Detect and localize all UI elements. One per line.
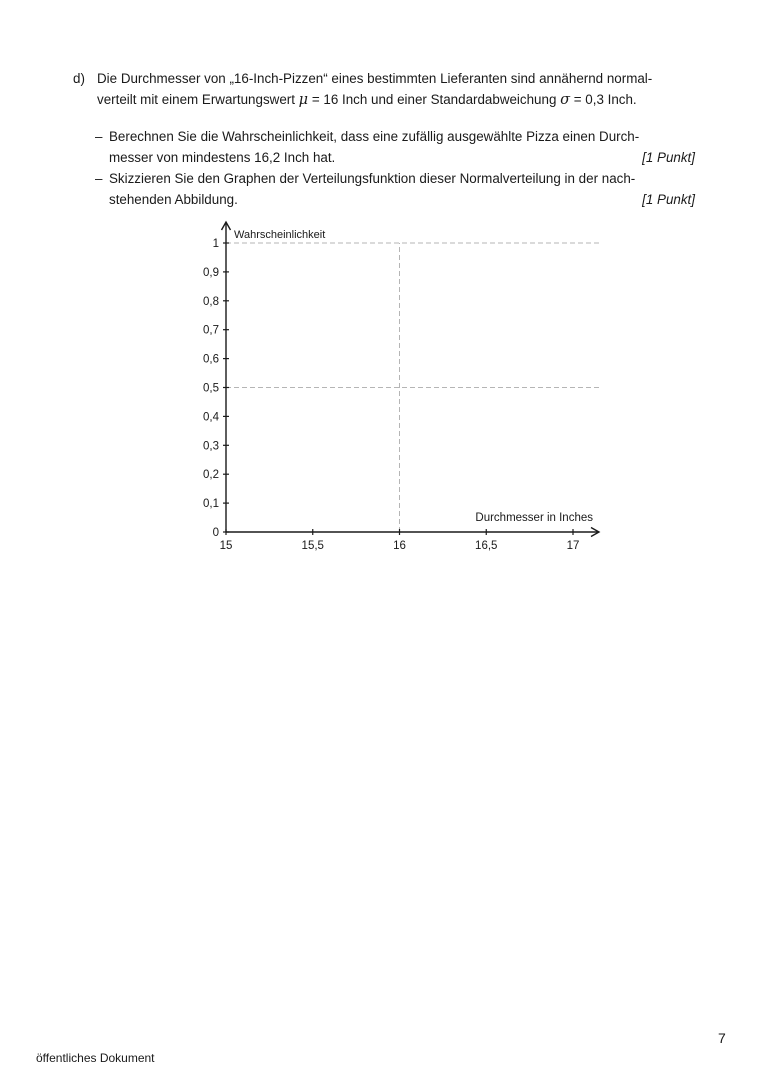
page-number: 7 <box>718 1030 726 1046</box>
subtask-sketch <box>95 168 695 210</box>
task-intro <box>97 68 695 111</box>
y-tick-label: 0,9 <box>203 266 219 279</box>
x-tick-label: 16 <box>393 540 406 552</box>
y-tick-label: 0 <box>212 527 219 539</box>
subtask-probability <box>95 126 695 168</box>
subtask-text-line-1: Skizzieren Sie den Graphen der Verteilungsfunktion dieser Normalverteilung in der nach- <box>109 171 636 186</box>
y-tick-label: 0,8 <box>203 295 219 308</box>
y-tick-label: 0,2 <box>203 469 219 482</box>
x-tick-label: 15,5 <box>301 540 324 552</box>
y-tick-label: 0,5 <box>203 382 219 395</box>
subtask-dash: – <box>95 129 103 144</box>
sigma-symbol: σ <box>560 92 571 108</box>
y-tick-label: 0,3 <box>203 440 219 453</box>
distribution-chart <box>190 214 610 564</box>
subtask-points: [1 Punkt] <box>642 150 695 165</box>
x-tick-label: 17 <box>566 540 580 552</box>
task-intro-line-2 <box>97 89 695 111</box>
task-intro-line-1: Die Durchmesser von „16-Inch-Pizzen“ eines bestimmten Lieferanten sind annähernd normal- <box>97 71 653 86</box>
footer-label: öffentliches Dokument <box>36 1051 155 1065</box>
intro-text-1: verteilt mit einem Erwartungswert <box>97 92 299 107</box>
x-tick-label: 15 <box>219 540 233 552</box>
intro-text-3: = 0,3 Inch. <box>570 92 637 107</box>
y-tick-label: 1 <box>212 238 219 250</box>
x-axis-label: Durchmesser in Inches <box>475 512 593 524</box>
task-label: d) <box>73 71 85 86</box>
y-tick-label: 0,7 <box>203 324 219 337</box>
y-tick-label: 0,6 <box>203 353 219 366</box>
subtask-dash: – <box>95 171 103 186</box>
y-tick-label: 0,1 <box>203 498 219 511</box>
mu-symbol: μ <box>298 92 309 108</box>
subtask-points: [1 Punkt] <box>642 192 695 207</box>
x-tick-label: 16,5 <box>475 540 498 552</box>
y-tick-label: 0,4 <box>203 411 219 424</box>
subtask-text-line-2: stehenden Abbildung. <box>109 192 238 207</box>
subtask-text-line-1: Berechnen Sie die Wahrscheinlichkeit, dass eine zufällig ausgewählte Pizza einen Durch- <box>109 129 640 144</box>
intro-text-2: = 16 Inch und einer Standardabweichung <box>308 92 561 107</box>
subtask-text-line-2: messer von mindestens 16,2 Inch hat. <box>109 150 336 165</box>
subtask-list <box>95 126 695 210</box>
y-axis-label: Wahrscheinlichkeit <box>234 229 326 241</box>
